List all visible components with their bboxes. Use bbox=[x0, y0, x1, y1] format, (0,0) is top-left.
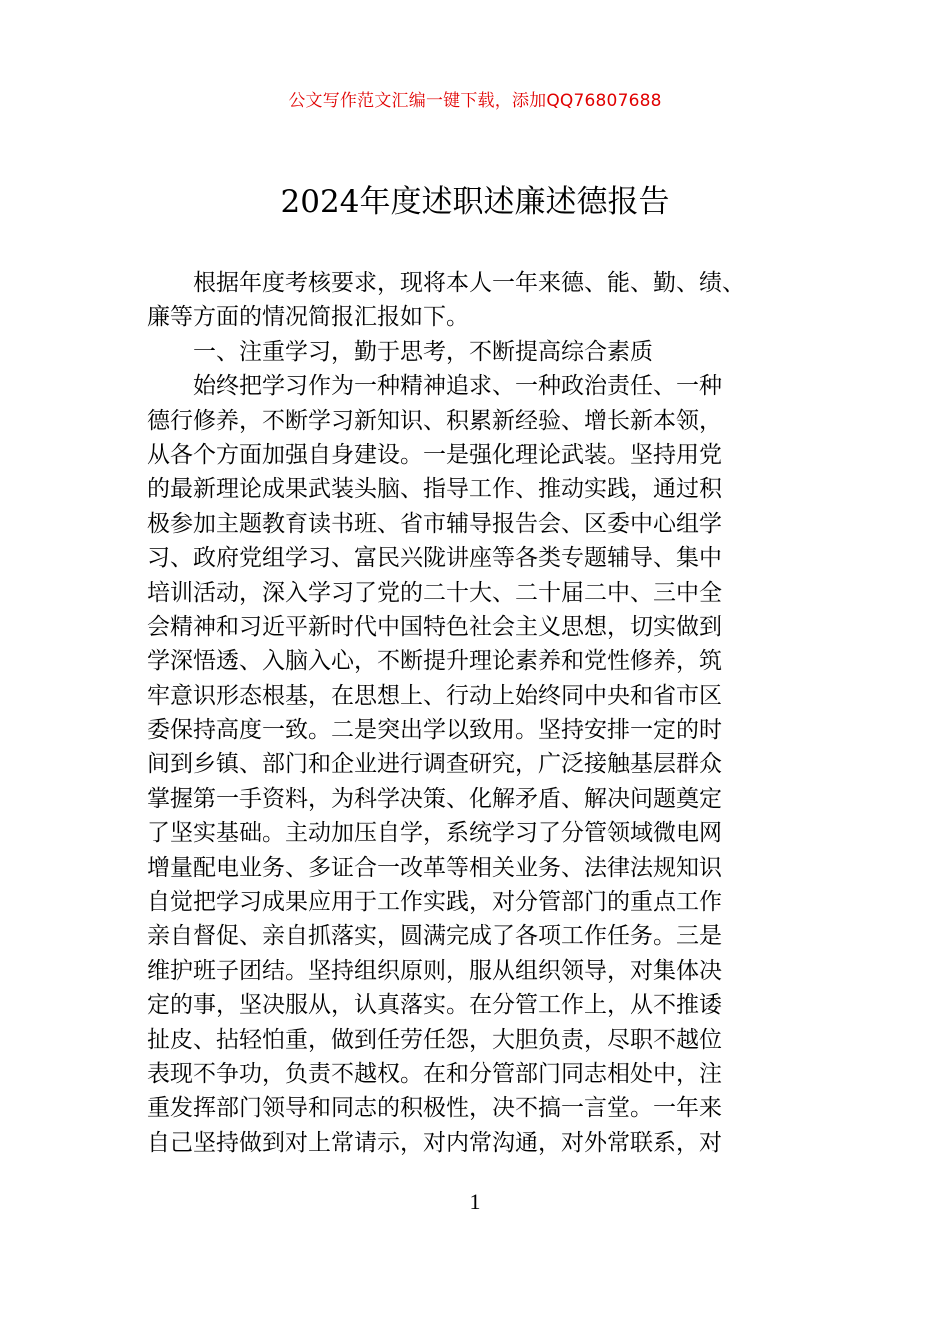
paragraph-line: 亲自督促、亲自抓落实，圆满完成了各项工作任务。三是 bbox=[147, 923, 722, 950]
paragraph-line: 定的事，坚决服从，认真落实。在分管工作上，从不推诿 bbox=[147, 992, 722, 1019]
paragraph-line: 增量配电业务、多证合一改革等相关业务、法律法规知识 bbox=[147, 854, 722, 881]
section-heading: 一、注重学习，勤于思考，不断提高综合素质 bbox=[193, 338, 653, 365]
page-number: 1 bbox=[469, 1189, 481, 1214]
paragraph-line: 极参加主题教育读书班、省市辅导报告会、区委中心组学 bbox=[147, 510, 722, 537]
paragraph-line: 掌握第一手资料，为科学决策、化解矛盾、解决问题奠定 bbox=[147, 785, 722, 812]
paragraph-line: 牢意识形态根基，在思想上、行动上始终同中央和省市区 bbox=[147, 682, 722, 709]
paragraph-line: 学深悟透、入脑入心，不断提升理论素养和党性修养，筑 bbox=[147, 648, 722, 675]
paragraph-line: 习、政府党组学习、富民兴陇讲座等各类专题辅导、集中 bbox=[147, 545, 722, 572]
paragraph-line: 的最新理论成果武装头脑、指导工作、推动实践，通过积 bbox=[147, 476, 722, 503]
paragraph-line: 根据年度考核要求，现将本人一年来德、能、勤、绩、 bbox=[193, 270, 745, 296]
paragraph-line: 维护班子团结。坚持组织原则，服从组织领导，对集体决 bbox=[147, 957, 722, 984]
paragraph-line: 会精神和习近平新时代中国特色社会主义思想，切实做到 bbox=[147, 613, 722, 640]
paragraph-line: 从各个方面加强自身建设。一是强化理论武装。坚持用党 bbox=[147, 441, 722, 468]
paragraph-line: 培训活动，深入学习了党的二十大、二十届二中、三中全 bbox=[147, 579, 722, 606]
paragraph-line: 自觉把学习成果应用于工作实践，对分管部门的重点工作 bbox=[147, 889, 722, 916]
paragraph-line: 扯皮、拈轻怕重，做到任劳任怨，大胆负责，尽职不越位 bbox=[147, 1026, 722, 1053]
paragraph-line: 表现不争功，负责不越权。在和分管部门同志相处中，注 bbox=[147, 1060, 722, 1087]
download-banner: 公文写作范文汇编一键下载，添加QQ76807688 bbox=[288, 91, 662, 111]
paragraph-line: 委保持高度一致。二是突出学以致用。坚持安排一定的时 bbox=[147, 717, 722, 744]
paragraph-line: 始终把学习作为一种精神追求、一种政治责任、一种 bbox=[193, 373, 722, 400]
paragraph-line: 了坚实基础。主动加压自学，系统学习了分管领域微电网 bbox=[147, 820, 722, 847]
document-body bbox=[147, 266, 817, 1160]
paragraph-line: 自己坚持做到对上常请示，对内常沟通，对外常联系，对 bbox=[147, 1129, 722, 1156]
paragraph-line: 廉等方面的情况简报汇报如下。 bbox=[147, 304, 469, 331]
paragraph-line: 德行修养，不断学习新知识、积累新经验、增长新本领， bbox=[147, 407, 722, 434]
paragraph-line: 重发挥部门领导和同志的积极性，决不搞一言堂。一年来 bbox=[147, 1095, 722, 1122]
paragraph-line: 间到乡镇、部门和企业进行调查研究，广泛接触基层群众 bbox=[147, 751, 722, 778]
document-title: 2024年度述职述廉述德报告 bbox=[280, 184, 670, 220]
